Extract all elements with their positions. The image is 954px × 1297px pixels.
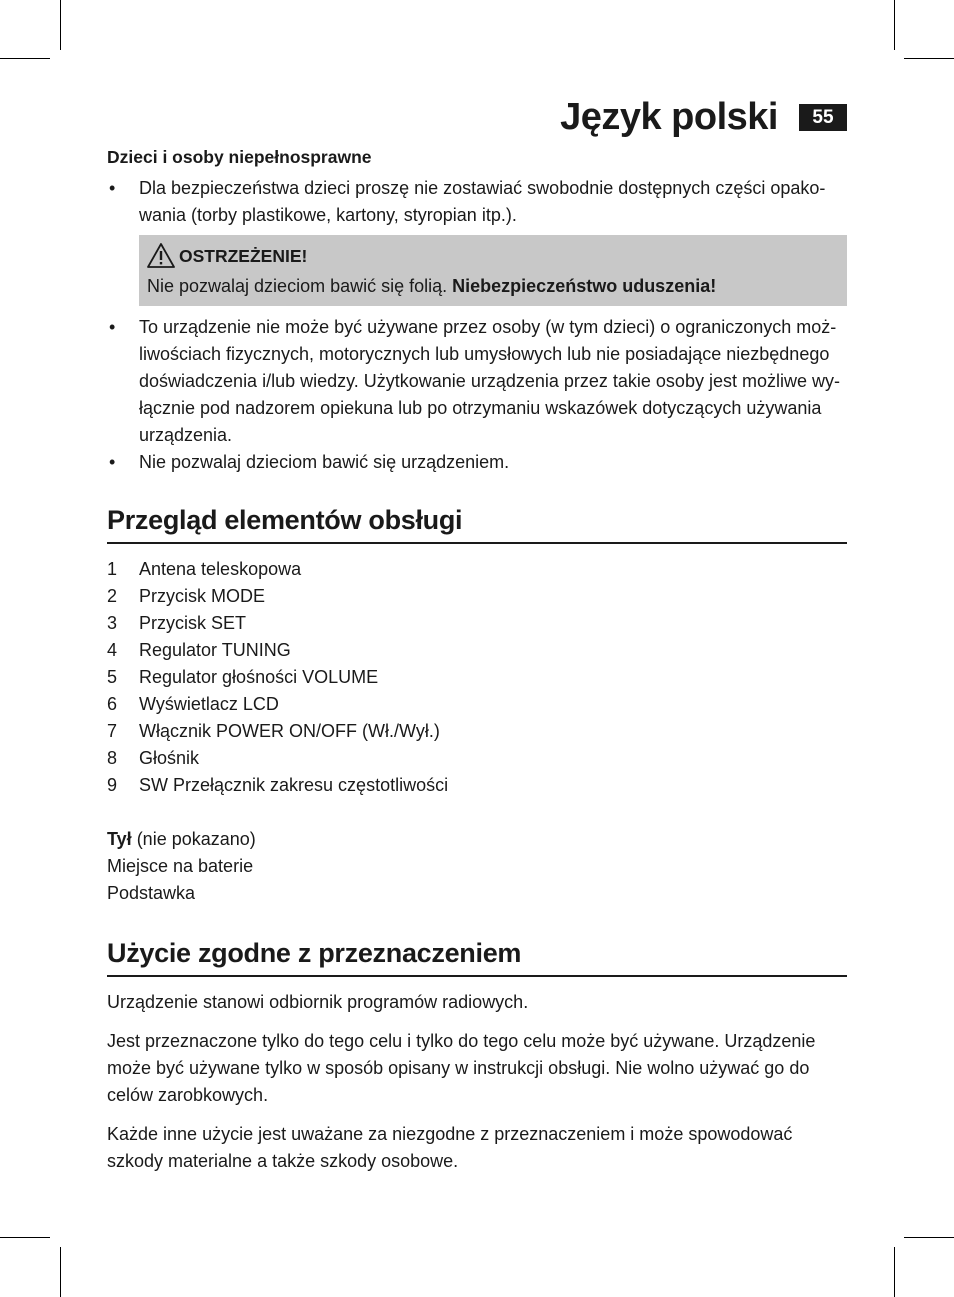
section-title-usage: Użycie zgodne z przeznaczeniem	[107, 935, 847, 977]
item-label: Wyświetlacz LCD	[139, 694, 279, 714]
back-side-block	[107, 799, 847, 907]
crop-mark	[60, 1247, 61, 1297]
item-number: 9	[107, 775, 118, 795]
list-item	[107, 610, 847, 637]
crop-mark	[894, 0, 895, 50]
item-label: SW Przełącznik zakresu częstotliwości	[139, 775, 449, 795]
item-number: 5	[107, 667, 118, 687]
item-label: Antena teleskopowa	[139, 559, 302, 579]
item-number: 3	[107, 613, 118, 633]
list-item: • Nie pozwalaj dzieciom bawić się urządzeniem.	[107, 449, 847, 476]
warning-text	[147, 271, 839, 301]
list-item	[107, 664, 847, 691]
subheading-children: Dzieci i osoby niepełnosprawne	[107, 147, 372, 167]
back-item: Podstawka	[107, 883, 196, 903]
crop-mark	[0, 58, 50, 59]
back-heading	[107, 826, 847, 853]
item-number: 4	[107, 640, 118, 660]
warning-triangle-icon	[147, 243, 175, 268]
page-content	[107, 144, 847, 1175]
item-label: Regulator głośności VOLUME	[139, 667, 379, 687]
crop-mark	[904, 1237, 954, 1238]
list-item: • To urządzenie nie może być używane przez osoby (w tym dzieci) o ograniczonych moż- liwościach fizycznych, motorycznych lub umysłowych lub nie posiadające niezbędnego doświadczenia i/lub wiedzy. Użytkowanie urządzenia przez takie osoby jest możliwe wy- łącznie pod nadzorem opiekuna lub po otrzymaniu wskazówek dotyczących używania urządzenia.	[107, 314, 847, 449]
crop-mark	[0, 1237, 50, 1238]
item-number: 7	[107, 721, 118, 741]
back-label: Tył	[107, 829, 132, 849]
item-label: Włącznik POWER ON/OFF (Wł./Wył.)	[139, 721, 440, 741]
warning-title: OSTRZEŻENIE!	[179, 246, 308, 266]
crop-mark	[894, 1247, 895, 1297]
warning-emphasis: Niebezpieczeństwo uduszenia!	[452, 276, 717, 296]
item-label: Przycisk MODE	[139, 586, 265, 606]
item-label: Regulator TUNING	[139, 640, 291, 660]
bullet-list	[107, 175, 847, 229]
warning-message: Nie pozwalaj dzieciom bawić się folią.	[147, 276, 448, 296]
page-number-badge: 55	[799, 104, 847, 131]
warning-box	[139, 235, 847, 306]
list-item	[107, 637, 847, 664]
bullet-list	[107, 314, 847, 476]
list-item	[107, 745, 847, 772]
list-item	[107, 556, 847, 583]
paragraph: Jest przeznaczone tylko do tego celu i tylko do tego celu może być używane. Urządzenie może być używane tylko w sposób opisany w instrukcji obsługi. Nie wolno używać go do celów zarobkowych.	[107, 1031, 816, 1105]
crop-mark	[904, 58, 954, 59]
page-header-title: Język polski	[560, 96, 778, 138]
controls-list	[107, 556, 847, 799]
back-note: (nie pokazano)	[136, 829, 256, 849]
item-number: 2	[107, 586, 118, 606]
item-label: Przycisk SET	[139, 613, 247, 633]
list-item	[107, 718, 847, 745]
crop-mark	[60, 0, 61, 50]
list-item	[107, 772, 847, 799]
section-title-controls: Przegląd elementów obsługi	[107, 502, 847, 544]
item-number: 8	[107, 748, 118, 768]
list-item	[107, 691, 847, 718]
item-number: 1	[107, 559, 118, 579]
list-item	[107, 583, 847, 610]
item-number: 6	[107, 694, 118, 714]
paragraph: Urządzenie stanowi odbiornik programów radiowych.	[107, 992, 529, 1012]
list-item: • Dla bezpieczeństwa dzieci proszę nie zostawiać swobodnie dostępnych części opako- wania (torby plastikowe, kartony, styropian itp.).	[107, 175, 847, 229]
back-item: Miejsce na baterie	[107, 856, 254, 876]
paragraph: Każde inne użycie jest uważane za niezgodne z przeznaczeniem i może spowodować szkody materialne a także szkody osobowe.	[107, 1124, 793, 1171]
item-label: Głośnik	[139, 748, 200, 768]
